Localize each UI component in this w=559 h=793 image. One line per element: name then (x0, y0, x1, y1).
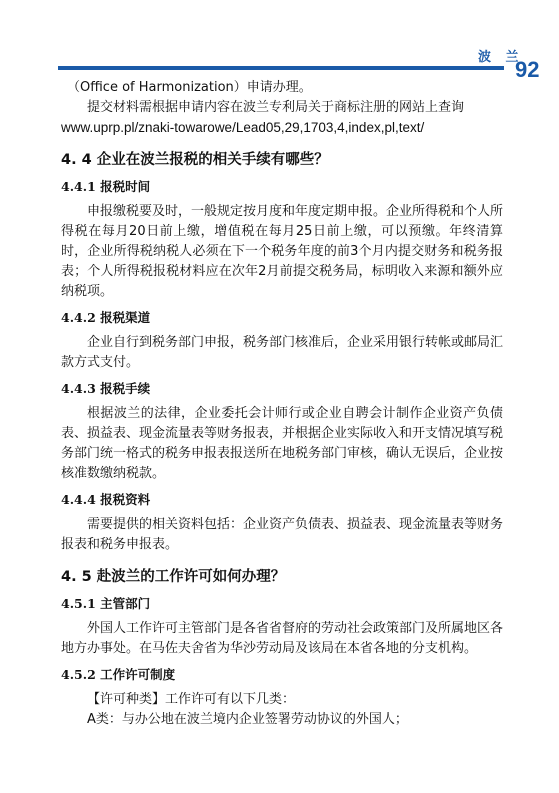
subsection-heading: 4.4.3 报税手续 (61, 381, 151, 396)
page-number: 92 (515, 57, 540, 82)
section-heading: 4. 4 企业在波兰报税的相关手续有哪些？ (61, 152, 329, 168)
paragraph: 根据波兰的法律，企业委托会计师行或企业自聘会计制作企业资产负债表、损益表、现金流量表等财务报表，并根据企业实际收入和开支情况填写税务部门统一格式的税务申报表报送所在地税务部门审核，确认无误后，企业按核准数缴纳税款。 (61, 406, 504, 481)
paragraph: 外国人工作许可主管部门是各省省督府的劳动社会政策部门及所属地区各地方办事处。在马佐夫舍省为华沙劳动局及该局在本省各地的分支机构。 (61, 621, 504, 656)
paragraph: 【许可种类】工作许可有以下几类： (87, 692, 296, 707)
subsection-heading: 4.4.2 报税渠道 (61, 310, 151, 325)
subsection-heading: 4.5.1 主管部门 (61, 596, 151, 611)
page-body (61, 78, 503, 730)
section-heading: 4. 5 赴波兰的工作许可如何办理？ (61, 569, 286, 585)
paragraph: 企业自行到税务部门申报，税务部门核准后，企业采用银行转帐或邮局汇款方式支付。 (61, 335, 504, 370)
header-rule (58, 66, 504, 70)
paragraph: 需要提供的相关资料包括：企业资产负债表、损益表、现金流量表等财务报表和税务申报表。 (61, 517, 504, 552)
paragraph: 申报缴税要及时，一般规定按月度和年度定期申报。企业所得税和个人所得税在每月20日前上缴，增值税在每月25日前上缴，可以预缴。年终清算时，企业所得税纳税人必须在下一个税务年度的前3个月内提交财务和税务报表；个人所得税报税材料应在次年2月前提交税务局，标明收入来源和额外应纳税项。 (61, 204, 504, 299)
running-header-title: 波 兰 (478, 50, 524, 65)
subsection-heading: 4.5.2 工作许可制度 (61, 667, 176, 682)
paragraph: A类：与办公地在波兰境内企业签署劳动协议的外国人； (87, 712, 408, 727)
subsection-heading: 4.4.4 报税资料 (61, 492, 151, 507)
intro-line: 提交材料需根据申请内容在波兰专利局关于商标注册的网站上查询 (87, 100, 465, 115)
subsection-heading: 4.4.1 报税时间 (61, 179, 151, 194)
url-text: www.uprp.pl/znaki-towarowe/Lead05,29,1703,4,index,pl,text/ (61, 120, 425, 135)
intro-line: （Office of Harmonization）申请办理。 (67, 80, 312, 95)
